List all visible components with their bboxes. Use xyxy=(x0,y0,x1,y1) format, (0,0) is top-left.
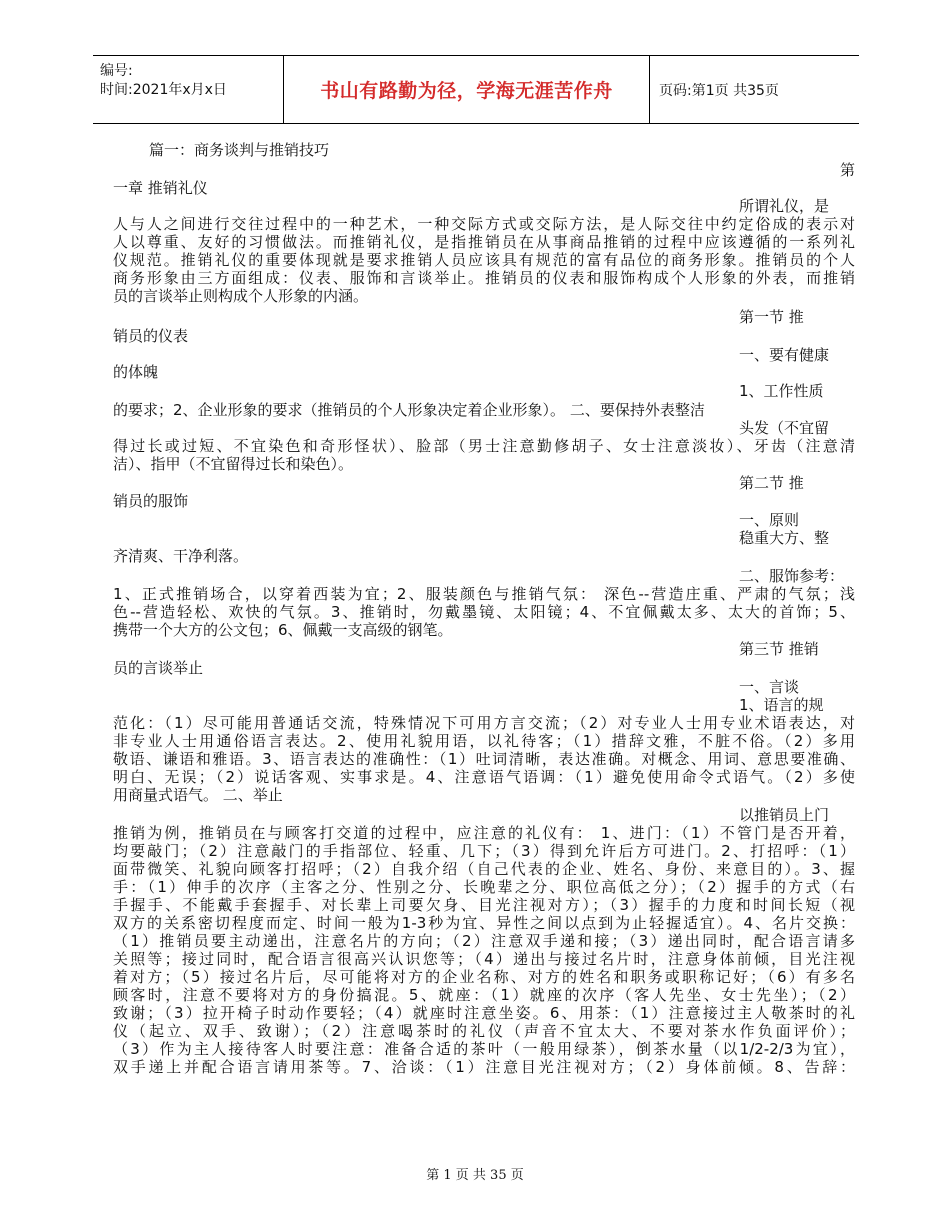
text-line: 商务形象由三方面组成：仪表、服饰和言谈举止。推销员的仪表和服饰构成个人形象的外表，而推销 xyxy=(113,269,855,287)
text-line: 推销为例，推销员在与顾客打交道的过程中，应注意的礼仪有： 1、进门：（1）不管门是否开着， xyxy=(113,824,855,842)
text-line: 手握手、不能戴手套握手、对长辈上司要欠身、目光注视对方）；（3）握手的力度和时间长短（视 xyxy=(113,896,855,914)
text-line: 范化：（1）尽可能用普通话交流，特殊情况下可用方言交流；（2）对专业人士用专业术语表达，对 xyxy=(113,714,855,732)
text-line: 以推销员上门 xyxy=(739,806,830,824)
text-line: 一、要有健康 xyxy=(739,346,830,364)
text-line: 员的言谈举止则构成个人形象的内涵。 xyxy=(113,287,369,305)
text-line: 仪（起立、双手、致谢）；（2）注意喝茶时的礼仪（声音不宜太大、不要对茶水作负面评价）； xyxy=(113,1022,855,1040)
text-line: 1、工作性质 xyxy=(739,382,824,400)
text-line: 人与人之间进行交往过程中的一种艺术，一种交际方式或交际方法，是人际交往中约定俗成的表示对 xyxy=(113,215,855,233)
text-line: 均要敲门；（2）注意敲门的手指部位、轻重、几下；（3）得到允许后方可进门。2、打招呼：（1） xyxy=(113,842,855,860)
header-left-cell xyxy=(93,56,283,123)
text-line: 敬语、谦语和雅语。3、语言表达的准确性：（1）吐词清晰，表达准确。对概念、用词、意思要准确、 xyxy=(113,750,855,768)
text-line: 面带微笑、礼貌向顾客打招呼；（2）自我介绍（自己代表的企业、姓名、身份、来意目的）。3、握 xyxy=(113,860,855,878)
section-title: 篇一：商务谈判与推销技巧 xyxy=(149,141,330,159)
section-heading: 销员的服饰 xyxy=(113,492,189,510)
header-right-cell xyxy=(649,56,859,123)
text-line: 明白、无误；（2）说话客观、实事求是。4、注意语气语调：（1）避免使用命令式语气。（2）多使 xyxy=(113,768,855,786)
text-line: 一、言谈 xyxy=(739,678,800,696)
text-line: 二、服饰参考： xyxy=(739,567,845,585)
header-middle-cell xyxy=(283,56,650,123)
text-line: 洁）、指甲（不宜留得过长和染色）。 xyxy=(113,455,354,473)
text-line: 携带一个大方的公文包；6、佩戴一支高级的钢笔。 xyxy=(113,621,453,639)
text-line: 一、原则 xyxy=(739,511,800,529)
section-heading: 员的言谈举止 xyxy=(113,659,204,677)
motto-text: 书山有路勤为径，学海无涯苦作舟 xyxy=(320,80,613,102)
text-line: 的体魄 xyxy=(113,363,159,381)
text-line: 着对方；（5）接过名片后，尽可能将对方的企业名称、对方的姓名和职务或职称记好；（6）有多名 xyxy=(113,968,855,986)
text-line: 致谢；（3）拉开椅子时动作要轻；（4）就座时注意坐姿。6、用茶：（1）注意接过主人敬茶时的礼 xyxy=(113,1004,855,1022)
text-line: 用商量式语气。 二、举止 xyxy=(113,786,283,804)
chapter-title: 一章 推销礼仪 xyxy=(113,179,208,197)
section-heading: 销员的仪表 xyxy=(113,327,189,345)
text-line: 的要求；2、企业形象的要求（推销员的个人形象决定着企业形象）。 二、要保持外表整洁 xyxy=(113,401,705,419)
text-line: 顾客时，注意不要将对方的身份搞混。5、就座：（1）就座的次序（客人先坐、女士先坐）；（2） xyxy=(113,986,855,1004)
page-footer xyxy=(0,1164,950,1183)
section-heading: 第二节 推 xyxy=(739,474,804,492)
text-line: 关照等；接过同时，配合语言很高兴认识您等；（4）递出与接过名片时，注意身体前倾，目光注视 xyxy=(113,950,855,968)
text-line: 头发（不宜留 xyxy=(739,419,830,437)
document-number-label: 编号: xyxy=(100,63,133,79)
text-line: 双手递上并配合语言请用茶等。7、洽谈：（1）注意目光注视对方；（2）身体前倾。8、告辞： xyxy=(113,1058,855,1076)
text-line: 人以尊重、友好的习惯做法。而推销礼仪，是指推销员在从事商品推销的过程中应该遵循的一系列礼 xyxy=(113,233,855,251)
section-heading: 第三节 推销 xyxy=(739,640,819,658)
text-line: 所谓礼仪，是 xyxy=(739,197,830,215)
document-header xyxy=(93,55,859,124)
text-line: 1、语言的规 xyxy=(739,696,824,714)
text-line: （1）推销员要主动递出，注意名片的方向；（2）注意双手递和接；（3）递出同时，配合语言请多 xyxy=(113,932,855,950)
text-line: 双方的关系密切程度而定、时间一般为1-3秒为宜、异性之间以点到为止轻握适宜）。4、名片交换： xyxy=(113,914,855,932)
text-line: （3）作为主人接待客人时要注意：准备合适的茶叶（一般用绿茶），倒茶水量（以1/2-2/3为宜）， xyxy=(113,1040,855,1058)
document-time-label: 时间:2021年x月x日 xyxy=(100,82,227,98)
text-line: 齐清爽、干净利落。 xyxy=(113,547,249,565)
text-line: 第 xyxy=(840,161,856,179)
text-line: 1、正式推销场合，以穿着西装为宜；2、服装颜色与推销气氛： 深色--营造庄重、严肃的气氛；浅 xyxy=(113,585,855,603)
text-line: 手：（1）伸手的次序（主客之分、性别之分、长晚辈之分、职位高低之分）；（2）握手的方式（右 xyxy=(113,878,855,896)
footer-page-number: 第 1 页 共 35 页 xyxy=(426,1168,524,1183)
text-line: 得过长或过短、不宜染色和奇形怪状）、脸部（男士注意勤修胡子、女士注意淡妆）、牙齿（注意清 xyxy=(113,437,855,455)
text-line: 仪规范。推销礼仪的重要体现就是要求推销人员应该具有规范的富有品位的商务形象。推销员的个人 xyxy=(113,251,855,269)
text-line: 色--营造轻松、欢快的气氛。3、推销时，勿戴墨镜、太阳镜；4、不宜佩戴太多、太大的首饰；5、 xyxy=(113,603,855,621)
section-heading: 第一节 推 xyxy=(739,308,804,326)
text-line: 稳重大方、整 xyxy=(739,529,830,547)
text-line: 非专业人士用通俗语言表达。2、使用礼貌用语，以礼待客；（1）措辞文雅，不脏不俗。（2）多用 xyxy=(113,732,855,750)
header-page-label: 页码:第1页 共35页 xyxy=(659,83,779,99)
